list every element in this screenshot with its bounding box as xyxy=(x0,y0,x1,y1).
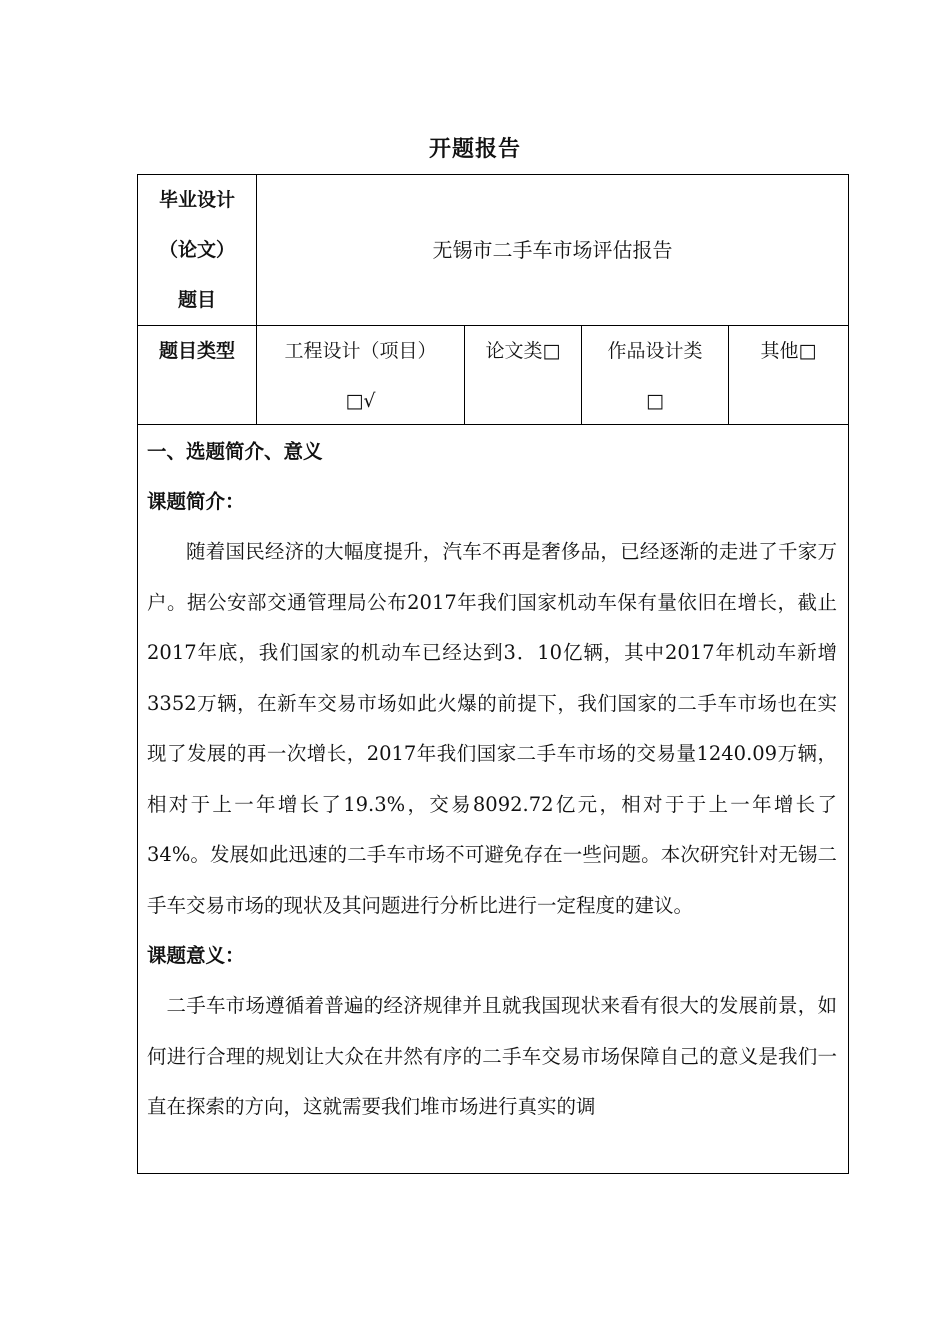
section-body xyxy=(147,427,837,1133)
proposal-form-table xyxy=(137,174,849,1174)
significance-paragraph: 二手车市场遵循着普遍的经济规律并且就我国现状来看有很大的发展前景，如何进行合理的规划让大众在井然有序的二手车交易市场保障自己的意义是我们一直在探索的方向，这就需要我们堆市场进行真实的调 xyxy=(147,994,837,1118)
type-option-label: 工程设计（项目） xyxy=(284,340,437,362)
type-option-engineering[interactable] xyxy=(257,326,464,424)
type-option-checkbox xyxy=(729,376,848,426)
topic-label-cell xyxy=(138,175,256,325)
document-title: 开题报告 xyxy=(428,137,521,162)
topic-type-label-text: 题目类型 xyxy=(158,340,235,362)
type-option-other[interactable] xyxy=(729,326,848,424)
type-option-work-design[interactable] xyxy=(582,326,728,424)
type-option-label: 其他□ xyxy=(760,340,817,362)
topic-type-label xyxy=(138,326,256,424)
topic-title-value: 无锡市二手车市场评估报告 xyxy=(432,238,673,262)
type-option-checkbox: □√ xyxy=(345,390,376,412)
type-option-label: 作品设计类 xyxy=(607,340,703,362)
topic-label-line: 题目 xyxy=(177,289,216,311)
intro-heading: 课题简介： xyxy=(147,490,245,513)
section-heading: 一、选题简介、意义 xyxy=(147,440,323,463)
type-option-checkbox xyxy=(465,376,581,426)
type-option-label: 论文类□ xyxy=(485,340,561,362)
intro-paragraph: 随着国民经济的大幅度提升，汽车不再是奢侈品，已经逐渐的走进了千家万户。据公安部交通管理局公布2017年我们国家机动车保有量依旧在增长，截止2017年底，我们国家的机动车已经达到3．10亿辆，其中2017年机动车新增3352万辆，在新车交易市场如此火爆的前提下，我们国家的二手车市场也在实现了发展的再一次增长，2017年我们国家二手车市场的交易量1240.09万辆，相对于上一年增长了19.3%，交易8092.72亿元，相对于于上一年增长了34%。发展如此迅速的二手车市场不可避免存在一些问题。本次研究针对无锡二手车交易市场的现状及其问题进行分析比进行一定程度的建议。 xyxy=(147,540,837,917)
topic-label-line: （论文） xyxy=(158,239,235,261)
significance-heading: 课题意义： xyxy=(147,944,245,967)
type-option-thesis[interactable] xyxy=(465,326,581,424)
topic-label-line: 毕业设计 xyxy=(158,189,235,211)
type-option-checkbox: □ xyxy=(646,390,664,412)
